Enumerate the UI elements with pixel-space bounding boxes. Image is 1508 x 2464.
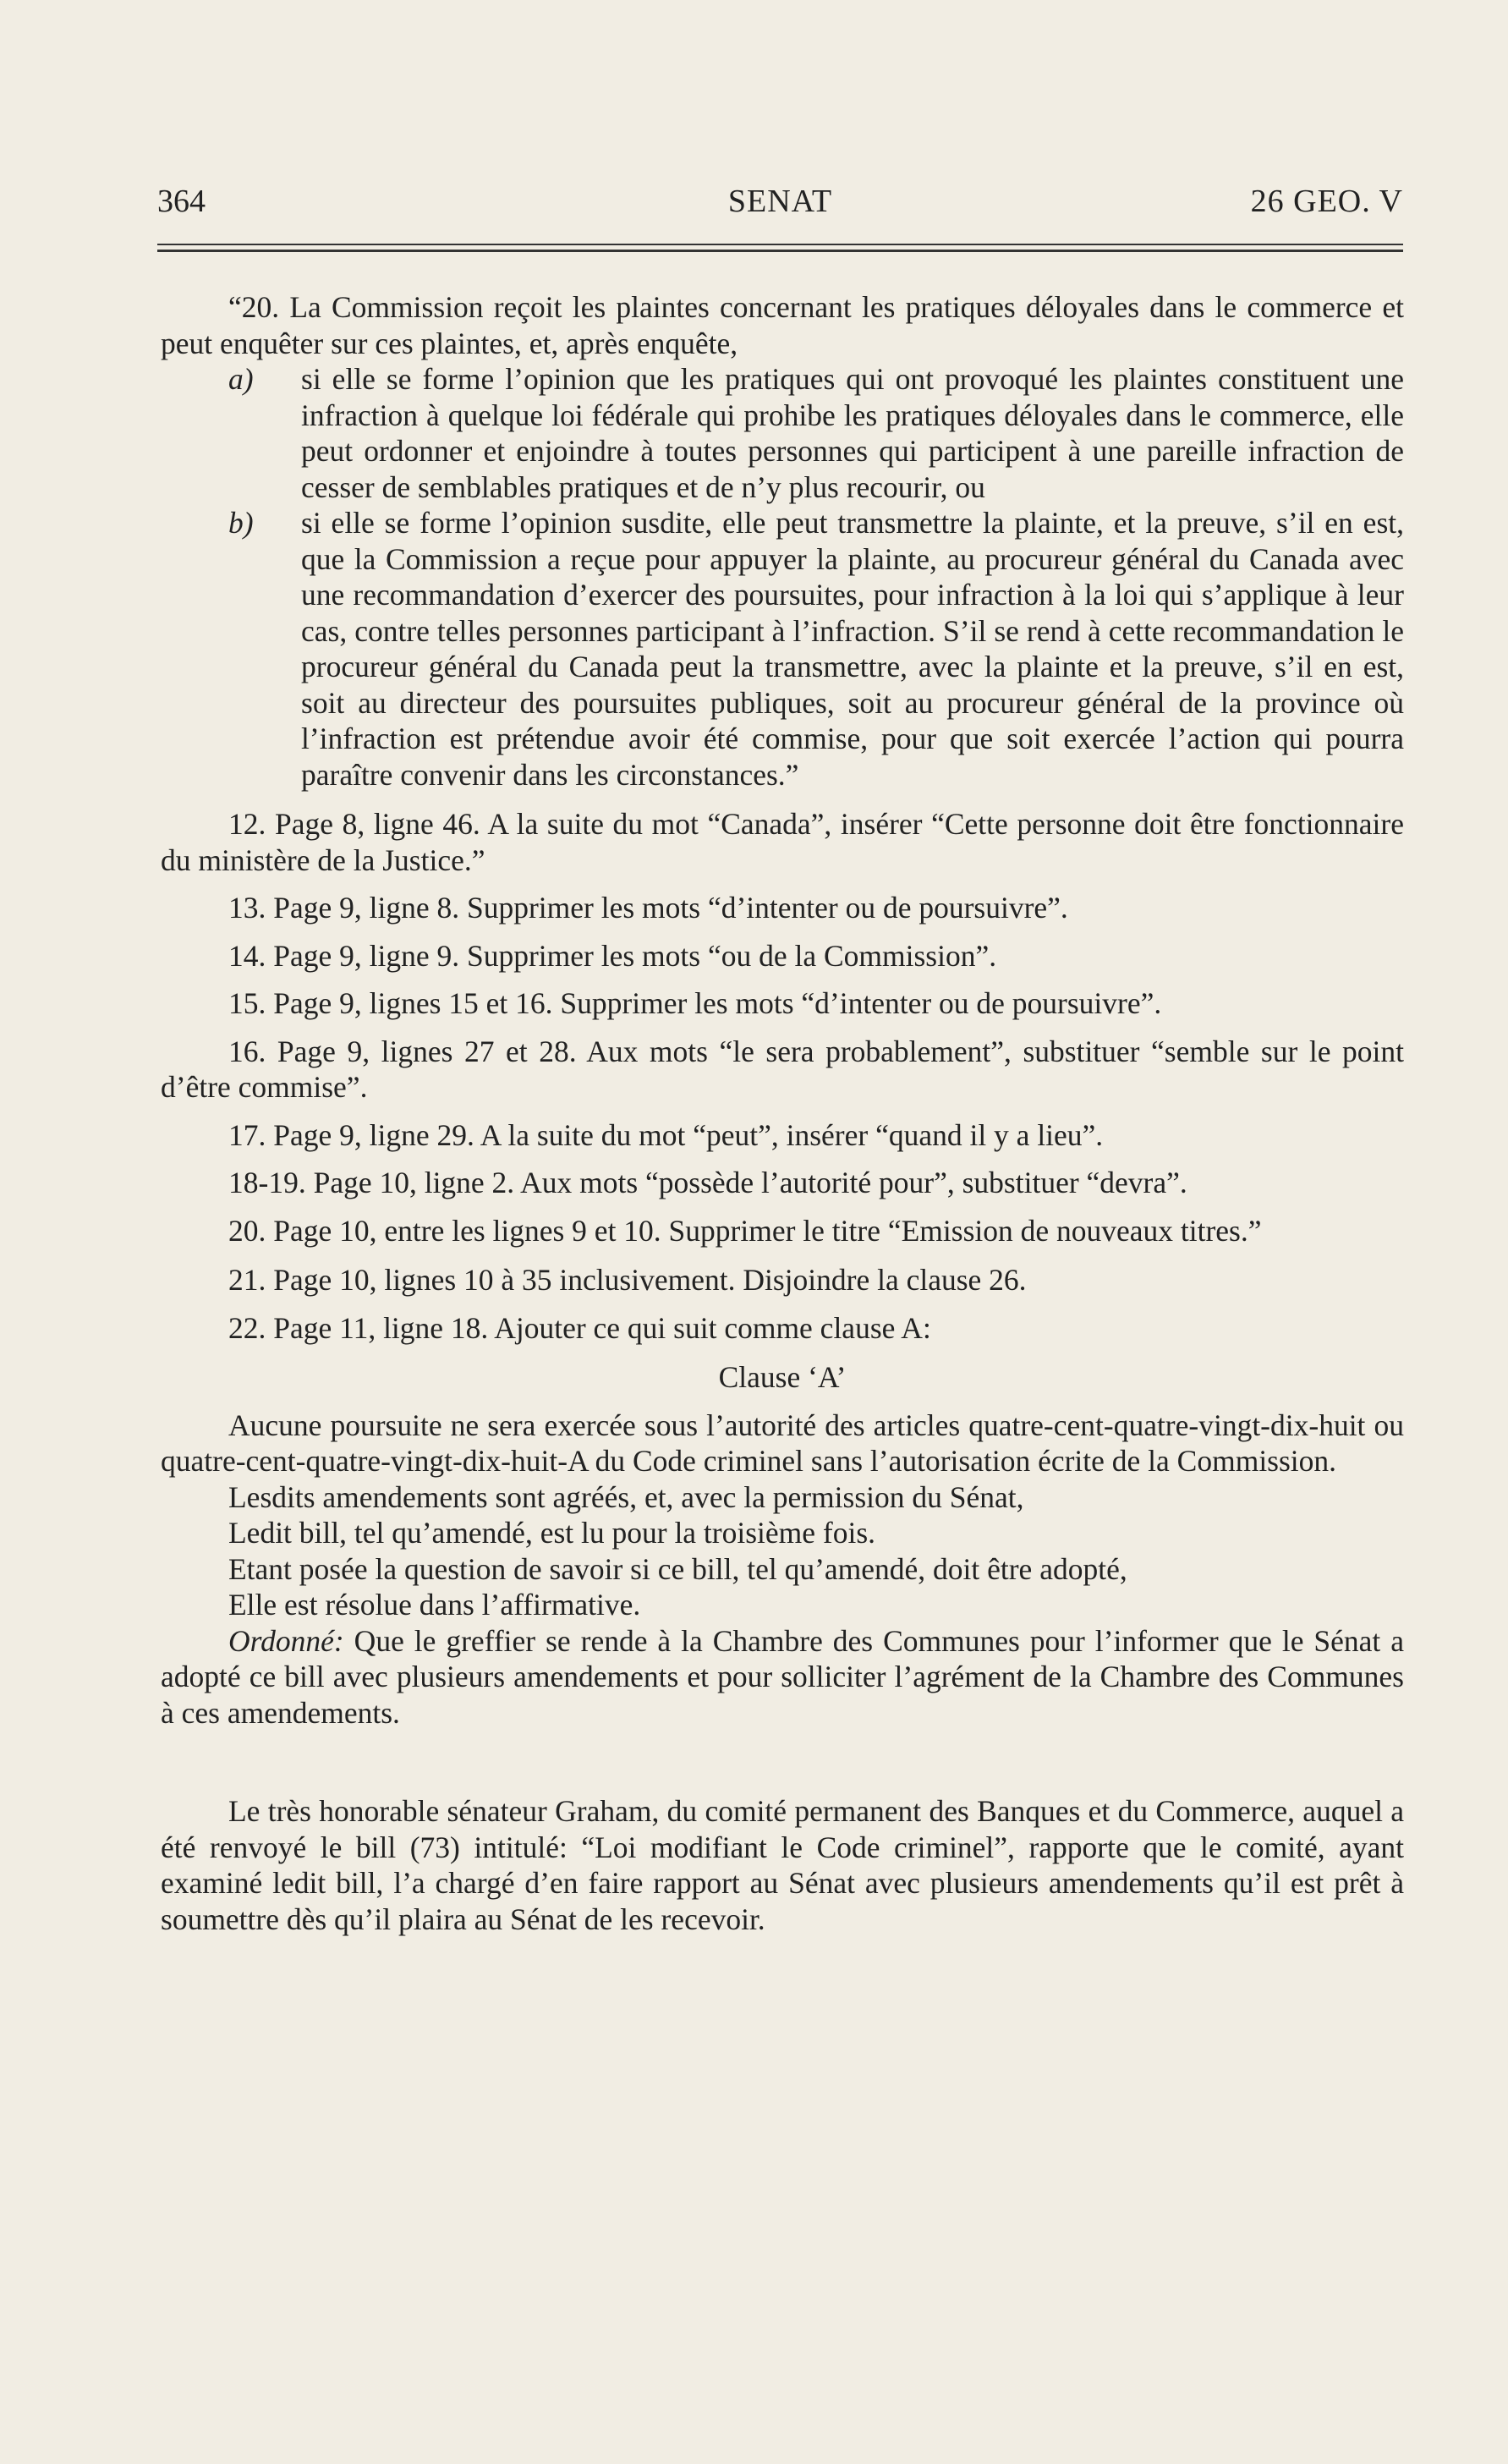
amendment-14: 14. Page 9, ligne 9. Supprimer les mots “ou de la Commission”.	[228, 938, 997, 973]
amendment-17: 17. Page 9, ligne 29. A la suite du mot “peut”, insérer “quand il y a lieu”.	[228, 1117, 1104, 1152]
clause-text: Aucune poursuite ne sera exercée sous l’autorité des articles quatre-cent-quatre-vingt-dix-huit ou quatre-cent-quatre-vingt-dix-huit-A du Code criminel sans l’autorisation écrite de la Commission.	[161, 1408, 1404, 1478]
header-rule-thin	[157, 244, 1403, 245]
amendment-12: 12. Page 8, ligne 46. A la suite du mot “Canada”, insérer “Cette personne doit être fonctionnaire du ministère de la Justice.”	[161, 807, 1404, 877]
committee-report-paragraph: Le très honorable sénateur Graham, du comité permanent des Banques et du Commerce, auquel a été renvoyé le bill (73) intitulé: “Loi modifiant le Code criminel”, rapporte que le comité, ayant examiné ledit bill, l’a chargé d’en faire rapport au Sénat avec plusieurs amendements qu’il est prêt à soumettre dès qu’il plaira au Sénat de les recevoir.	[161, 1794, 1404, 1936]
subsection-b	[161, 505, 1404, 793]
running-title: SENAT	[727, 184, 833, 219]
amendment-22: 22. Page 11, ligne 18. Ajouter ce qui suit comme clause A:	[228, 1310, 931, 1345]
subsection-a-label: a)	[228, 362, 254, 396]
amendment-16: 16. Page 9, lignes 27 et 28. Aux mots “le sera probablement”, substituer “semble sur le point d’être commise”.	[161, 1034, 1404, 1104]
subsection-b-label: b)	[228, 506, 254, 540]
ordonne-text: Que le greffier se rende à la Chambre des Communes pour l’informer que le Sénat a adopté ce bill avec plusieurs amendements et pour solliciter l’agrément de la Chambre des Communes à ces amendements.	[161, 1623, 1404, 1730]
line-question: Etant posée la question de savoir si ce bill, tel qu’amendé, doit être adopté,	[228, 1551, 1127, 1586]
ordonne-paragraph	[161, 1623, 1404, 1731]
subsection-a	[161, 361, 1404, 505]
subsection-b-text: si elle se forme l’opinion susdite, elle peut transmettre la plainte, et la preuve, s’il en est, que la Commission a reçue pour appuyer la plainte, au procureur général du Canada avec une recommandation d’exercer des poursuites, pour infraction à la loi qui s’applique à leur cas, contre telles personnes participant à l’infraction. S’il se rend à cette recommandation le procureur général du Canada peut la transmettre, avec la plainte et la preuve, s’il en est, soit au directeur des poursuites publiques, soit au procureur général de la province où l’infraction est prétendue avoir été commise, pour que soit exercée l’action qui pourra paraître convenir dans les circonstances.”	[301, 506, 1404, 792]
header-rule-thick	[157, 250, 1403, 252]
page-number: 364	[157, 184, 206, 219]
clause-heading: Clause ‘A’	[718, 1360, 847, 1394]
subsection-a-text: si elle se forme l’opinion que les pratiques qui ont provoqué les plaintes constituent une infraction à quelque loi fédérale qui prohibe les pratiques déloyales dans le commerce, elle peut ordonner et enjoindre à toutes personnes qui participent à une pareille infraction de cesser de semblables pratiques et de n’y plus recourir, ou	[301, 362, 1404, 504]
page-body	[161, 289, 1404, 1937]
amendment-15: 15. Page 9, lignes 15 et 16. Supprimer les mots “d’intenter ou de poursuivre”.	[228, 986, 1162, 1020]
regnal-year: 26 GEO. V	[1250, 184, 1403, 219]
amendment-20: 20. Page 10, entre les lignes 9 et 10. Supprimer le titre “Emission de nouveaux titres.”	[228, 1213, 1262, 1248]
line-amendments-agreed: Lesdits amendements sont agréés, et, avec la permission du Sénat,	[228, 1479, 1024, 1514]
amendment-18-19: 18-19. Page 10, ligne 2. Aux mots “possède l’autorité pour”, substituer “devra”.	[228, 1166, 1187, 1199]
amendment-21: 21. Page 10, lignes 10 à 35 inclusivement. Disjoindre la clause 26.	[228, 1263, 1027, 1297]
amendment-13: 13. Page 9, ligne 8. Supprimer les mots “d’intenter ou de poursuivre”.	[228, 891, 1068, 925]
section-20-intro: “20. La Commission reçoit les plaintes concernant les pratiques déloyales dans le commerce et peut enquêter sur ces plaintes, et, après enquête,	[161, 290, 1404, 360]
line-third-reading: Ledit bill, tel qu’amendé, est lu pour la troisième fois.	[228, 1516, 876, 1550]
ordonne-label: Ordonné:	[228, 1623, 344, 1658]
line-resolved: Elle est résolue dans l’affirmative.	[228, 1588, 641, 1622]
